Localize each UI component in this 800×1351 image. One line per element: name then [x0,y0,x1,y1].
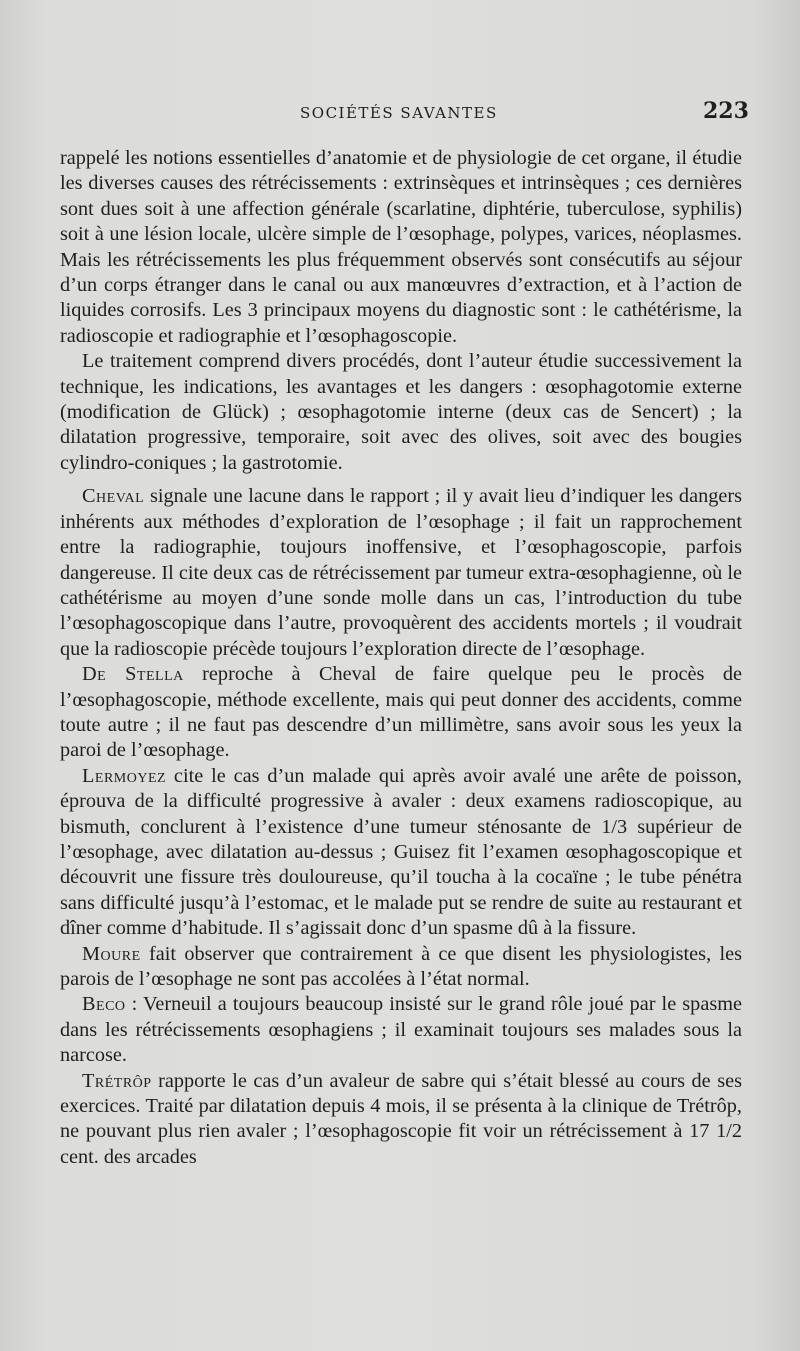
paragraph-text: rapporte le cas d’un avaleur de sabre qui s’était blessé au cours de ses exercices. Traité par dilatation depuis 4 mois, il se présenta à la clinique de Trétrôp, ne pouvant plus rien avaler ; l’œsophagoscopie fit voir un rétrécissement à 17 1/2 cent. des arcades [60,1069,742,1168]
paragraph-text: : Verneuil a toujours beaucoup insisté sur le grand rôle joué par le spasme dans les rétrécissements œsophagiens ; il examinait toujours ses malades sous la narcose. [60,993,742,1067]
speaker-name: Lermoyez [82,764,167,787]
speaker-name: De Stella [82,663,184,686]
speaker-name: Beco [82,993,126,1016]
running-head-title: SOCIÉTÉS SAVANTES [300,104,498,122]
paragraph-1 [60,146,742,349]
paragraph-tretrop [60,1069,742,1171]
body-text [60,146,742,1170]
paragraph-text: reproche à Cheval de faire quelque peu le procès de l’œsophagoscopie, méthode excellente, mais qui peut donner des accidents, comme toute autre ; il ne faut pas descendre d’un millimètre, sans avoir sous les yeux la paroi de l’œsophage. [60,663,742,762]
paragraph-text: signale une lacune dans le rapport ; il y avait lieu d’indiquer les dangers inhérents aux méthodes d’exploration de l’œsophage ; il fait un rapprochement entre la radiographie, toujours inoffensive, et l’œsophagoscopie, parfois dangereuse. Il cite deux cas de rétrécissement par tumeur extra-œsophagienne, où le cathétérisme au moyen d’une sonde molle dans un cas, l’introduction du tube l’œsophagoscopique dans l’autre, provoquèrent des accidents mortels ; il voudrait que la radioscopie précède toujours l’exploration directe de l’œsophage. [60,485,742,660]
paragraph-lermoyez [60,764,742,942]
paragraph-moure [60,942,742,993]
paragraph-de-stella [60,662,742,764]
running-head [0,98,800,132]
paragraph-text: fait observer que contrairement à ce que disent les physiologistes, les parois de l’œsophage ne sont pas accolées à l’état normal. [60,942,742,990]
paragraph-2 [60,349,742,476]
paragraph-cheval [60,484,742,662]
paragraph-text: rappelé les notions essentielles d’anatomie et de physiologie de cet organe, il étudie les diverses causes des rétrécissements : extrinsèques et intrinsèques ; ces dernières sont dues soit à une affection générale (scarlatine, diphtérie, tuberculose, syphilis) soit à une lésion locale, ulcère simple de l’œsophage, polypes, varices, néoplasmes. Mais les rétrécissements les plus fréquemment observés sont consécutifs au séjour d’un corps étranger dans le canal ou aux manœuvres d’extraction, et à l’action de liquides corrosifs. Les 3 principaux moyens du diagnostic sont : le cathétérisme, la radioscopie et radiographie et l’œsophagoscopie. [60,147,742,347]
speaker-name: Moure [82,942,141,965]
speaker-name: Trétrôp [82,1069,152,1092]
page-number: 223 [703,98,749,124]
paragraph-beco [60,992,742,1068]
paragraph-text: cite le cas d’un malade qui après avoir avalé une arête de poisson, éprouva de la difficulté progressive à avaler : deux examens radioscopique, au bismuth, conclurent à l’existence d’une tumeur sténosante de 1/3 supérieur de l’œsophage, avec dilatation au-dessus ; Guisez fit l’examen œsophagoscopique et découvrit une fissure très douloureuse, qu’il toucha à la cocaïne ; le tube pénétra sans difficulté jusqu’à l’estomac, et le malade put se rendre de suite au restaurant et dîner comme d’habitude. Il s’agissait donc d’un spasme dû à la fissure. [60,764,742,940]
speaker-name: Cheval [82,485,145,508]
paragraph-text: Le traitement comprend divers procédés, dont l’auteur étudie successivement la technique, les indications, les avantages et les dangers : œsophagotomie externe (modification de Glück) ; œsophagotomie interne (deux cas de Sencert) ; la dilatation progressive, temporaire, soit avec des olives, soit avec des bougies cylindro-coniques ; la gastrotomie. [60,350,742,474]
